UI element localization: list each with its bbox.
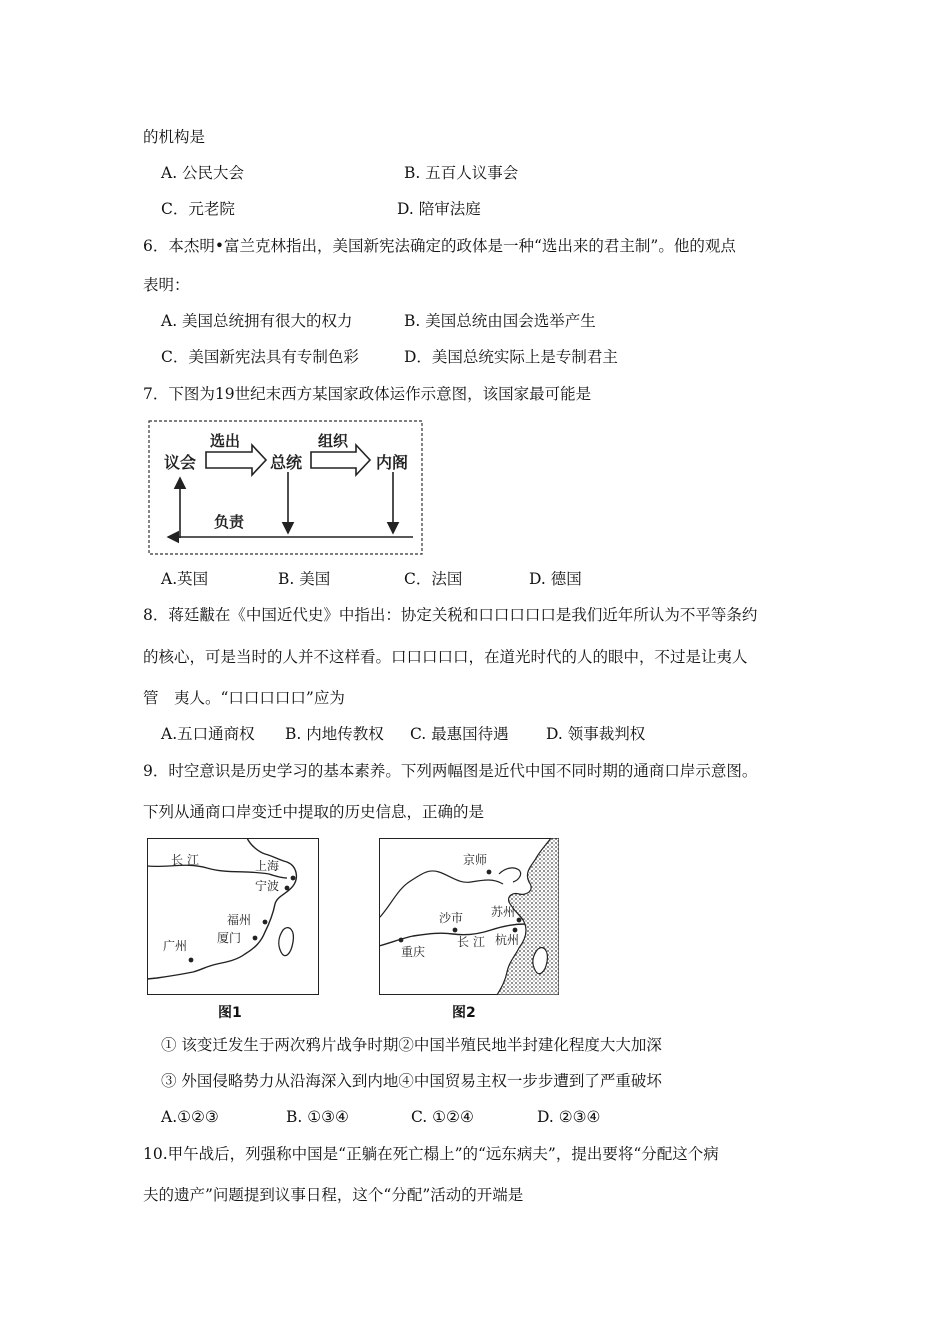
map2-jingshi: 京师 bbox=[463, 853, 488, 867]
xiamen-dot bbox=[253, 936, 258, 941]
elect-label: 选出 bbox=[210, 432, 241, 450]
shanghai-dot bbox=[291, 876, 296, 881]
map2-suzhou: 苏州 bbox=[491, 905, 516, 919]
map2-hangzhou: 杭州 bbox=[495, 933, 520, 947]
q9-option-d: D. ②③④ bbox=[537, 1108, 601, 1126]
q5-option-a: A. 公民大会 bbox=[161, 164, 245, 182]
map2-yangtze-1: 长 bbox=[457, 935, 470, 949]
q8-stem-1: 8．蒋廷黻在《中国近代史》中指出：协定关税和口口口口口是我们近年所认为不平等条约 bbox=[143, 606, 758, 624]
government-diagram bbox=[148, 420, 423, 555]
q8-option-b: B. 内地传教权 bbox=[285, 725, 384, 743]
q5-option-c: C．元老院 bbox=[161, 200, 235, 218]
q8-stem-2: 的核心，可是当时的人并不这样看。口口口口口，在道光时代的人的眼中，不过是让夷人 bbox=[143, 648, 748, 666]
q8-stem-3: 管 夷人。“口口口口口”应为 bbox=[143, 689, 345, 707]
q7-option-c: C．法国 bbox=[404, 570, 463, 588]
q9-statement-2: ③ 外国侵略势力从沿海深入到内地④中国贸易主权一步步遭到了严重破坏 bbox=[161, 1072, 662, 1090]
q10-stem-1: 10.甲午战后，列强称中国是“正躺在死亡榻上”的“远东病夫”，提出要将“分配这个病 bbox=[143, 1145, 719, 1163]
map1-yangtze-1: 长 bbox=[171, 853, 184, 867]
map1-shanghai: 上海 bbox=[255, 859, 280, 873]
map1-xiamen: 厦门 bbox=[217, 931, 242, 945]
guangzhou-dot bbox=[189, 958, 194, 963]
q7-option-a: A.英国 bbox=[161, 570, 209, 588]
q9-statement-1: ① 该变迁发生于两次鸦片战争时期②中国半殖民地半封建化程度大大加深 bbox=[161, 1036, 662, 1054]
q9-option-b: B. ①③④ bbox=[286, 1108, 349, 1126]
fuzhou-dot bbox=[263, 920, 268, 925]
map2-shashi: 沙市 bbox=[439, 911, 464, 925]
q6-stem-2: 表明： bbox=[143, 276, 190, 294]
q6-option-c: C．美国新宪法具有专制色彩 bbox=[161, 348, 359, 366]
q7-stem: 7．下图为19世纪末西方某国家政体运作示意图，该国家最可能是 bbox=[143, 385, 592, 403]
parliament-label: 议会 bbox=[164, 453, 197, 472]
organize-label: 组织 bbox=[318, 432, 349, 450]
q8-option-c: C. 最惠国待遇 bbox=[410, 725, 509, 743]
q5-option-b: B. 五百人议事会 bbox=[404, 164, 519, 182]
diagram-border bbox=[149, 421, 422, 554]
map1-yangtze-2: 江 bbox=[187, 853, 200, 867]
map1-caption: 图1 bbox=[218, 1005, 242, 1021]
q7-option-d: D. 德国 bbox=[529, 570, 582, 588]
q9-stem-1: 9．时空意识是历史学习的基本素养。下列两幅图是近代中国不同时期的通商口岸示意图。 bbox=[143, 762, 758, 780]
cabinet-label: 内阁 bbox=[376, 453, 409, 472]
q9-stem-2: 下列从通商口岸变迁中提取的历史信息，正确的是 bbox=[143, 803, 485, 821]
hangzhou-dot bbox=[513, 928, 518, 933]
q5-option-d: D. 陪审法庭 bbox=[397, 200, 481, 218]
map2-chongqing: 重庆 bbox=[401, 945, 426, 959]
q8-option-a: A.五口通商权 bbox=[161, 725, 255, 743]
map1-fuzhou: 福州 bbox=[227, 913, 252, 927]
treaty-port-map-1 bbox=[147, 838, 319, 995]
ningbo-dot bbox=[285, 886, 290, 891]
shashi-dot bbox=[453, 928, 458, 933]
q6-option-d: D．美国总统实际上是专制君主 bbox=[404, 348, 618, 366]
q5-stem-tail: 的机构是 bbox=[143, 128, 206, 146]
q8-option-d: D. 领事裁判权 bbox=[546, 725, 646, 743]
chongqing-dot bbox=[399, 938, 404, 943]
q6-option-a: A. 美国总统拥有很大的权力 bbox=[161, 312, 353, 330]
suzhou-dot bbox=[517, 918, 522, 923]
q9-option-a: A.①②③ bbox=[161, 1108, 219, 1126]
q6-option-b: B. 美国总统由国会选举产生 bbox=[404, 312, 596, 330]
q6-stem-1: 6．本杰明•富兰克林指出，美国新宪法确定的政体是一种“选出来的君主制”。他的观点 bbox=[143, 237, 736, 255]
q7-option-b: B. 美国 bbox=[278, 570, 331, 588]
map1-ningbo: 宁波 bbox=[255, 879, 280, 893]
map1-guangzhou: 广州 bbox=[163, 939, 188, 953]
jingshi-dot bbox=[487, 870, 492, 875]
president-label: 总统 bbox=[270, 453, 303, 472]
treaty-port-map-2 bbox=[379, 838, 559, 995]
map2-caption: 图2 bbox=[452, 1005, 476, 1021]
responsible-label: 负责 bbox=[214, 513, 245, 531]
map2-yangtze-2: 江 bbox=[473, 935, 486, 949]
q9-option-c: C. ①②④ bbox=[411, 1108, 474, 1126]
q10-stem-2: 夫的遗产”问题提到议事日程，这个“分配”活动的开端是 bbox=[143, 1186, 524, 1204]
